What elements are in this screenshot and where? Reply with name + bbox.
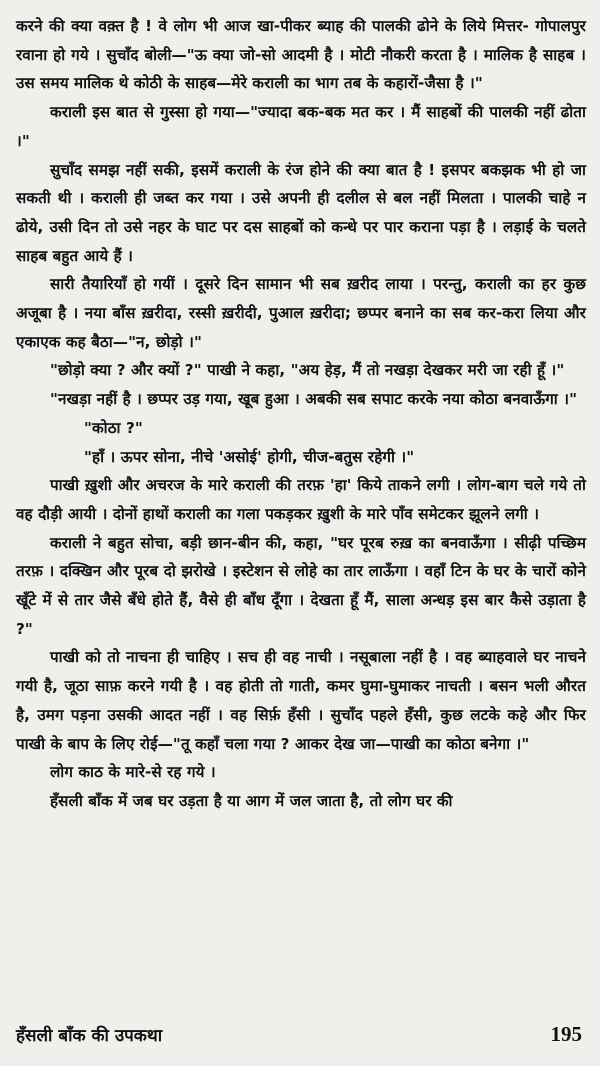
paragraph: कराली ने बहुत सोचा, बड़ी छान-बीन की, कहा, "घर पूरब रुख़ का बनवाऊँगा । सीढ़ी पच्छिम तरफ़ । दक्खिन और पूरब दो झरोखे । इस्टेशन से लोहे का तार लाऊँगा । वहाँ टिन के घर के चारों कोने खूँटे में से तार जैसे बँधे होते हैं, वैसे ही बाँध दूँगा । देखता हूँ मैं, साला अन्धड़ इस बार कैसे उड़ाता है ?" xyxy=(16,533,586,638)
paragraph: करने की क्या वक़्त है ! वे लोग भी आज खा-पीकर ब्याह की पालकी ढोने के लिये मित्तर- गोपालपुर रवाना हो गये । सुचाँद बोली—"ऊ क्या जो-सो आदमी है । मोटी नौकरी करता है । मालिक है साहब । उस समय मालिक थे कोठी के साहब—मेरे कराली का भाग तब के कहारों-जैसा है ।" xyxy=(16,17,586,93)
paragraph: लोग काठ के मारे-से रह गये । xyxy=(50,763,216,782)
paragraph: पाखी ख़ुशी और अचरज के मारे कराली की तरफ़ 'हा' किये ताकने लगी । लोग-बाग चले गये तो वह दौड़ी आयी । दोनों हाथों कराली का गला पकड़कर ख़ुशी के मारे पाँव समेटकर झूलने लगी । xyxy=(16,476,586,523)
page-number: 195 xyxy=(550,1022,582,1046)
page-body-text xyxy=(16,12,586,816)
paragraph: हँसली बाँक में जब घर उड़ता है या आग में जल जाता है, तो लोग घर की xyxy=(50,791,453,810)
paragraph: सारी तैयारियाँ हो गयीं । दूसरे दिन सामान भी सब ख़रीद लाया । परन्तु, कराली का हर कुछ अजूबा है । नया बाँस ख़रीदा, रस्सी ख़रीदी, पुआल ख़रीदा; छप्पर बनाने का सब कर-करा लिया और एकाएक कह बैठा—"न, छोड़ो ।" xyxy=(16,275,586,351)
paragraph: "कोठा ?" xyxy=(84,418,143,437)
paragraph: "छोड़ो क्या ? और क्यों ?" पाखी ने कहा, "अय हेड़, मैं तो नखड़ा देखकर मरी जा रही हूँ ।" xyxy=(50,361,565,380)
paragraph: कराली इस बात से गुस्सा हो गया—"ज्यादा बक-बक मत कर । मैं साहबों की पालकी नहीं ढोता ।" xyxy=(16,103,586,150)
running-title: हँसली बाँक की उपकथा xyxy=(16,1026,163,1046)
paragraph: पाखी को तो नाचना ही चाहिए । सच ही वह नाची । नसूबाला नहीं है । वह ब्याहवाले घर नाचने गयी है, जूठा साफ़ करने गयी है । वह होती तो गाती, कमर घुमा-घुमाकर नाचती । बसन भली औरत है, उमग पड़ना उसकी आदत नहीं । वह सिर्फ़ हँसी । सुचाँद पहले हँसी, कुछ लटके कहे और फिर पाखी के बाप के लिए रोई—"तू कहाँ चला गया ? आकर देख जा—पाखी का कोठा बनेगा ।" xyxy=(16,648,586,753)
paragraph: "हाँ । ऊपर सोना, नीचे 'असोई' होगी, चीज-बतुस रहेगी ।" xyxy=(84,447,415,466)
page-footer xyxy=(16,1022,582,1047)
paragraph: "नखड़ा नहीं है । छप्पर उड़ गया, खूब हुआ । अबकी सब सपाट करके नया कोठा बनवाऊँगा ।" xyxy=(50,390,578,409)
paragraph: सुचाँद समझ नहीं सकी, इसमें कराली के रंज होने की क्या बात है ! इसपर बकझक भी हो जा सकती थी । कराली ही जब्त कर गया । उसे अपनी ही दलील से बल नहीं मिलता । पालकी चाहे न ढोये, उसी दिन तो उसे नहर के घाट पर दस साहबों को कन्धे पर पार कराना पड़ा है । लड़ाई के चलते साहब बहुत आये हैं । xyxy=(16,160,586,265)
